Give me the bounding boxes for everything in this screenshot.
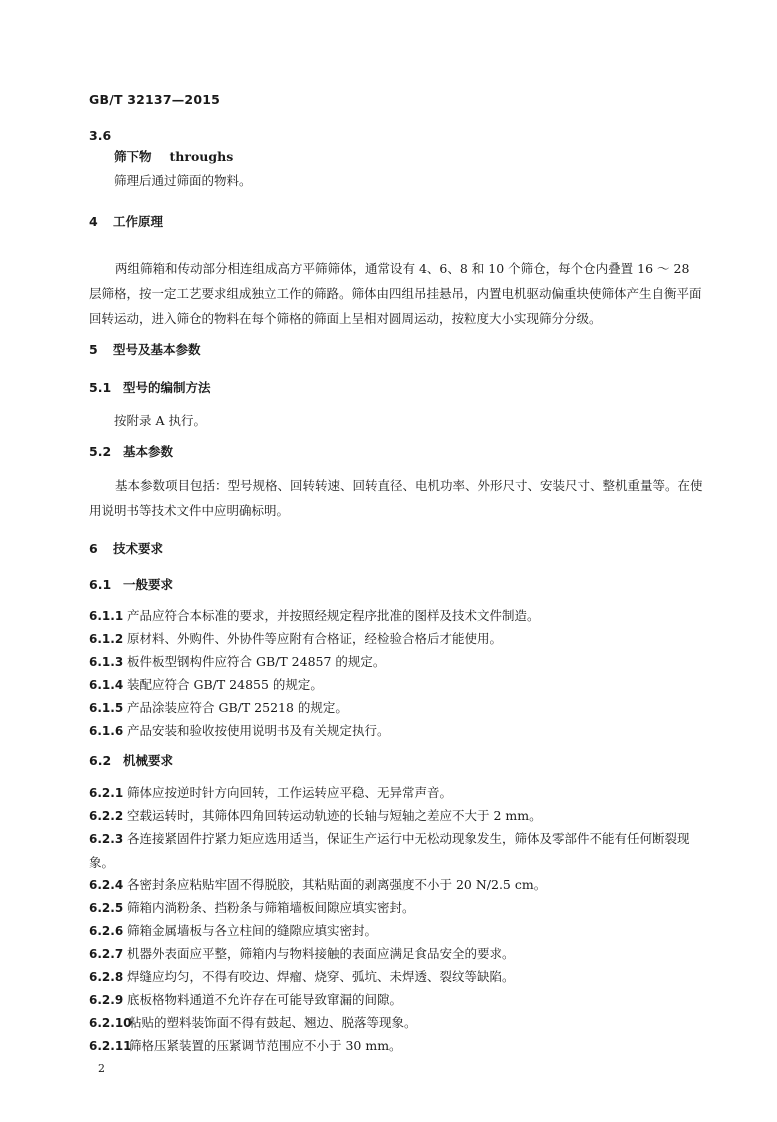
section-title: 技术要求 [113,541,164,556]
working-principle-paragraph: 两组筛箱和传动部分相连组成高方平筛筛体，通常设有 4、6、8 和 10 个筛仓，每个仓内叠置 16 ～ 28 层筛格，按一定工艺要求组成独立工作的筛路。筛体由四组吊挂悬吊，内置电机驱动偏重块使筛体产生自衡平面回转运动，进入筛仓的物料在每个筛格的筛面上呈相对圆周运动，按粒度大小实现筛分分级。 [89,261,702,326]
item-text: 筛体应按逆时针方向回转，工作运转应平稳、无异常声音。 [127,785,453,800]
item-number: 6.1.2 [89,632,124,646]
page-number: 2 [98,1062,105,1075]
list-item [89,965,703,989]
section-5-2-heading [89,442,173,460]
section-number: 5 [89,342,98,357]
section-number: 5.1 [89,380,112,395]
item-text: 各密封条应粘贴牢固不得脱胶，其粘贴面的剥离强度不小于 20 N/2.5 cm。 [127,877,547,892]
item-number: 6.2.9 [89,993,124,1007]
section-5-1-text: 按附录 A 执行。 [114,413,206,428]
item-text: 板件板型钢构件应符合 GB/T 24857 的规定。 [127,654,386,669]
item-text: 筛格压紧装置的压紧调节范围应不小于 30 mm。 [129,1038,402,1053]
item-number: 6.2.11 [89,1039,132,1053]
section-4-heading [89,212,163,230]
item-number: 6.2.7 [89,947,124,961]
section-number: 5.2 [89,444,112,459]
basic-parameters-paragraph: 基本参数项目包括：型号规格、回转转速、回转直径、电机功率、外形尺寸、安装尺寸、整机重量等。在使用说明书等技术文件中应明确标明。 [89,478,703,518]
term-entry [114,146,233,168]
section-title: 一般要求 [123,577,174,592]
item-text: 产品应符合本标准的要求，并按照经规定程序批准的图样及技术文件制造。 [127,608,540,623]
section-title: 型号及基本参数 [113,342,201,357]
section-number: 6 [89,541,98,556]
item-number: 6.2.5 [89,901,124,915]
section-title: 机械要求 [123,753,174,768]
item-number: 6.2.6 [89,924,124,938]
item-text: 空载运转时，其筛体四角回转运动轨迹的长轴与短轴之差应不大于 2 mm。 [127,808,542,823]
item-text: 底板格物料通道不允许存在可能导致窜漏的间隙。 [127,992,403,1007]
item-text: 产品安装和验收按使用说明书及有关规定执行。 [127,723,390,738]
section-title: 工作原理 [113,214,164,229]
item-text: 各连接紧固件拧紧力矩应选用适当，保证生产运行中无松动现象发生，筛体及零部件不能有任何断裂现象。 [89,831,690,870]
section-number: 4 [89,214,98,229]
section-number: 6.1 [89,577,112,592]
term-chinese: 筛下物 [114,149,152,164]
list-item [89,719,703,743]
item-number: 6.1.6 [89,724,124,738]
item-number: 6.2.8 [89,970,124,984]
section-3-6-number: 3.6 [89,128,112,143]
section-6-2-heading [89,751,173,769]
section-6-heading [89,539,163,557]
list-item [89,650,703,674]
item-number: 6.1.1 [89,609,124,623]
list-item [89,919,703,943]
section-5-1-heading [89,378,211,396]
list-item [89,1011,703,1035]
list-item [89,781,703,805]
item-number: 6.2.10 [89,1016,132,1030]
list-item [89,988,703,1012]
item-text: 筛箱金属墙板与各立柱间的缝隙应填实密封。 [127,923,378,938]
term-definition: 筛理后通过筛面的物料。 [114,173,252,188]
section-title: 型号的编制方法 [123,380,211,395]
list-item [89,1034,703,1058]
list-item [89,673,703,697]
item-number: 6.2.4 [89,878,124,892]
section-6-1-heading [89,575,173,593]
item-number: 6.2.3 [89,832,124,846]
item-text: 装配应符合 GB/T 24855 的规定。 [127,677,323,692]
term-english: throughs [169,149,234,164]
list-item [89,896,703,920]
section-number: 6.2 [89,753,112,768]
item-number: 6.1.5 [89,701,124,715]
item-number: 6.1.3 [89,655,124,669]
item-text: 筛箱内淌粉条、挡粉条与筛箱墙板间隙应填实密封。 [127,900,415,915]
item-number: 6.2.2 [89,809,124,823]
item-text: 原材料、外购件、外协件等应附有合格证，经检验合格后才能使用。 [127,631,503,646]
item-text: 粘贴的塑料装饰面不得有鼓起、翘边、脱落等现象。 [129,1015,417,1030]
list-item [89,942,703,966]
item-number: 6.1.4 [89,678,124,692]
item-number: 6.2.1 [89,786,124,800]
list-item [89,804,703,828]
item-text: 焊缝应均匀，不得有咬边、焊瘤、烧穿、弧坑、未焊透、裂纹等缺陷。 [127,969,515,984]
list-item [89,696,703,720]
item-text: 产品涂装应符合 GB/T 25218 的规定。 [127,700,348,715]
list-item [89,604,703,628]
section-title: 基本参数 [123,444,174,459]
list-item [89,873,703,897]
section-5-heading [89,340,201,358]
list-item [89,627,703,651]
standard-header: GB/T 32137—2015 [89,92,221,107]
list-item [89,827,703,875]
item-text: 机器外表面应平整，筛箱内与物料接触的表面应满足食品安全的要求。 [127,946,515,961]
